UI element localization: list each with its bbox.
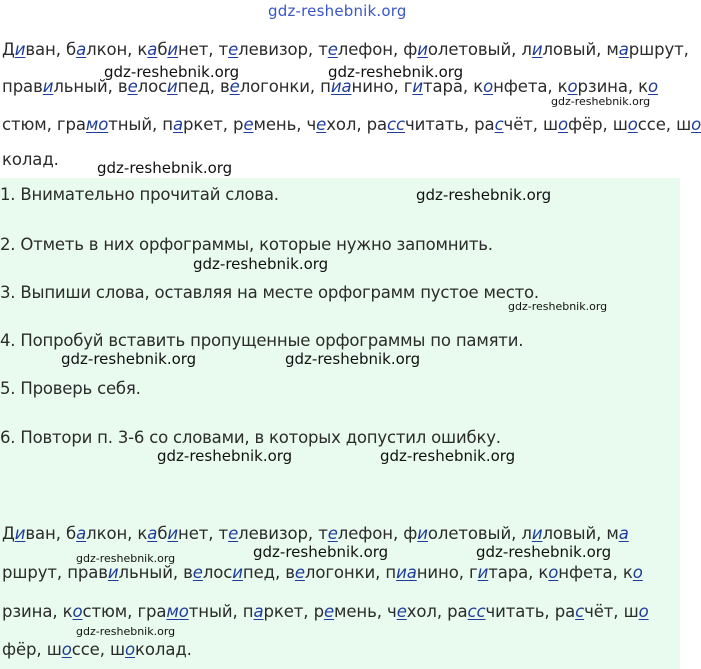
orthogram-letter: о xyxy=(483,77,494,96)
orthogram-letter: о xyxy=(558,115,569,134)
word-text: лос xyxy=(202,563,233,582)
orthogram-letter: и xyxy=(232,563,243,582)
orthogram-letter: сс xyxy=(467,602,486,621)
orthogram-letter: и xyxy=(531,524,543,543)
word-text: Д xyxy=(2,524,15,543)
step-2: 2. Отметь в них орфограммы, которые нужно запомнить. xyxy=(0,235,493,254)
watermark: gdz-reshebnik.org xyxy=(380,447,516,465)
watermark: gdz-reshebnik.org xyxy=(285,350,421,368)
orthogram-letter: о xyxy=(632,563,643,582)
orthogram-letter: о xyxy=(627,115,638,134)
word-text: хол, ра xyxy=(406,602,468,621)
orthogram-letter: а xyxy=(76,524,87,543)
orthogram-letter: о xyxy=(638,602,649,621)
watermark: gdz-reshebnik.org xyxy=(416,186,552,204)
word-text: фёр, ш xyxy=(2,640,62,659)
orthogram-letter: о xyxy=(61,640,72,659)
orthogram-letter: е xyxy=(323,602,335,621)
answer-line xyxy=(2,602,649,621)
word-text: олетовый, л xyxy=(427,524,532,543)
word-text: лкон, к xyxy=(86,524,148,543)
word-text: прав xyxy=(2,77,43,96)
orthogram-letter: и xyxy=(417,524,428,543)
orthogram-letter: о xyxy=(548,563,559,582)
word-text: рзина, к xyxy=(577,77,649,96)
word-text: мень, ч xyxy=(253,115,317,134)
word-text: пед, в xyxy=(177,77,230,96)
watermark: gdz-reshebnik.org xyxy=(157,447,293,465)
word-text: тный, п xyxy=(108,115,173,134)
word-text: ван, б xyxy=(25,524,77,543)
orthogram-letter: е xyxy=(192,563,203,582)
word-text: Д xyxy=(2,40,15,59)
word-text: нфета, к xyxy=(493,77,568,96)
orthogram-letter: а xyxy=(253,602,264,621)
word-text: ркет, р xyxy=(182,115,244,134)
word-text: б xyxy=(157,40,168,59)
orthogram-letter: е xyxy=(327,524,338,543)
step-5: 5. Проверь себя. xyxy=(0,379,141,398)
word-text: лефон, ф xyxy=(337,524,418,543)
word-text: лкон, к xyxy=(86,40,148,59)
orthogram-letter: а xyxy=(618,40,629,59)
orthogram-letter: и xyxy=(14,524,26,543)
word-text: ркет, р xyxy=(263,602,324,621)
word-text: стюм, гра xyxy=(82,602,167,621)
orthogram-letter: е xyxy=(396,602,407,621)
word-text: ловый, м xyxy=(542,524,619,543)
orthogram-letter: а xyxy=(147,40,158,59)
word-line xyxy=(2,150,59,169)
watermark: gdz-reshebnik.org xyxy=(76,625,176,638)
orthogram-letter: и xyxy=(531,40,543,59)
watermark: gdz-reshebnik.org xyxy=(508,300,608,313)
word-text: нино, г xyxy=(416,563,478,582)
word-text: читать, ра xyxy=(485,602,576,621)
word-text: нино, г xyxy=(351,77,413,96)
answer-line xyxy=(2,524,629,543)
watermark: gdz-reshebnik.org xyxy=(76,552,176,565)
word-text: фёр, ш xyxy=(568,115,628,134)
orthogram-letter: и xyxy=(107,563,119,582)
answer-line xyxy=(2,563,643,582)
orthogram-letter: с xyxy=(575,602,585,621)
word-text: льный, в xyxy=(53,77,128,96)
word-text: б xyxy=(157,524,168,543)
word-text: колад. xyxy=(2,150,59,169)
orthogram-letter: мо xyxy=(85,115,109,134)
orthogram-letter: и xyxy=(14,40,26,59)
watermark: gdz-reshebnik.org xyxy=(551,95,651,108)
orthogram-letter: а xyxy=(76,40,87,59)
orthogram-letter: с xyxy=(494,115,504,134)
orthogram-letter: а xyxy=(172,115,183,134)
orthogram-letter: мо xyxy=(166,602,189,621)
word-text: нет, т xyxy=(178,524,229,543)
word-text: тара, к xyxy=(488,563,549,582)
orthogram-letter: о xyxy=(125,640,136,659)
word-text: ван, б xyxy=(25,40,77,59)
answer-line xyxy=(2,640,192,659)
orthogram-letter: иа xyxy=(330,77,352,96)
orthogram-letter: о xyxy=(691,115,701,134)
word-text: тный, п xyxy=(188,602,254,621)
word-text: тара, к xyxy=(423,77,484,96)
orthogram-letter: е xyxy=(228,524,239,543)
orthogram-letter: и xyxy=(42,77,54,96)
word-text: ссе, ш xyxy=(71,640,126,659)
watermark: gdz-reshebnik.org xyxy=(61,350,197,368)
orthogram-letter: и xyxy=(412,77,423,96)
step-6: 6. Повтори п. 3-6 со словами, в которых допустил ошибку. xyxy=(0,428,501,447)
step-4: 4. Попробуй вставить пропущенные орфограммы по памяти. xyxy=(0,331,524,350)
word-text: рзина, к xyxy=(2,602,73,621)
orthogram-letter: и xyxy=(417,40,428,59)
word-text: чёт, ш xyxy=(584,602,639,621)
word-text: стюм, гра xyxy=(2,115,86,134)
orthogram-letter: иа xyxy=(396,563,417,582)
orthogram-letter: е xyxy=(327,40,338,59)
orthogram-letter: о xyxy=(72,602,83,621)
orthogram-letter: е xyxy=(316,115,327,134)
orthogram-letter: сс xyxy=(387,115,405,134)
word-text: хол, ра xyxy=(326,115,387,134)
word-text: лефон, ф xyxy=(337,40,418,59)
word-text: чёт, ш xyxy=(503,115,559,134)
word-text: ссе, ш xyxy=(637,115,692,134)
orthogram-letter: и xyxy=(167,524,179,543)
word-text: левизор, т xyxy=(238,40,328,59)
step-3: 3. Выпиши слова, оставляя на месте орфограмм пустое место. xyxy=(0,283,539,302)
orthogram-letter: о xyxy=(567,77,578,96)
watermark: gdz-reshebnik.org xyxy=(104,63,240,81)
word-text: левизор, т xyxy=(238,524,328,543)
word-text: ловый, м xyxy=(542,40,619,59)
word-text: лос xyxy=(137,77,168,96)
step-1: 1. Внимательно прочитай слова. xyxy=(0,185,279,204)
word-text: олетовый, л xyxy=(427,40,532,59)
word-text: логонки, п xyxy=(304,563,397,582)
orthogram-letter: е xyxy=(243,115,254,134)
word-text: льный, в xyxy=(118,563,193,582)
word-text: ршрут, прав xyxy=(2,563,108,582)
watermark: gdz-reshebnik.org xyxy=(476,543,612,561)
orthogram-letter: а xyxy=(618,524,629,543)
word-text: колад. xyxy=(135,640,192,659)
watermark: gdz-reshebnik.org xyxy=(97,159,233,177)
watermark: gdz-reshebnik.org xyxy=(328,63,464,81)
watermark: gdz-reshebnik.org xyxy=(268,2,407,20)
orthogram-letter: е xyxy=(294,563,305,582)
orthogram-letter: е xyxy=(229,77,240,96)
orthogram-letter: о xyxy=(648,77,659,96)
orthogram-letter: и xyxy=(167,77,178,96)
orthogram-letter: и xyxy=(167,40,179,59)
watermark: gdz-reshebnik.org xyxy=(193,255,329,273)
word-text: пед, в xyxy=(242,563,295,582)
orthogram-letter: и xyxy=(477,563,489,582)
orthogram-letter: а xyxy=(147,524,158,543)
orthogram-letter: е xyxy=(127,77,138,96)
word-text: читать, ра xyxy=(404,115,495,134)
orthogram-letter: е xyxy=(228,40,239,59)
word-text: нет, т xyxy=(178,40,229,59)
word-line xyxy=(2,115,701,134)
watermark: gdz-reshebnik.org xyxy=(253,543,389,561)
word-text: логонки, п xyxy=(239,77,331,96)
word-text: ршрут, xyxy=(628,40,689,59)
word-text: нфета, к xyxy=(558,563,633,582)
word-line xyxy=(2,40,689,59)
word-text: мень, ч xyxy=(334,602,397,621)
